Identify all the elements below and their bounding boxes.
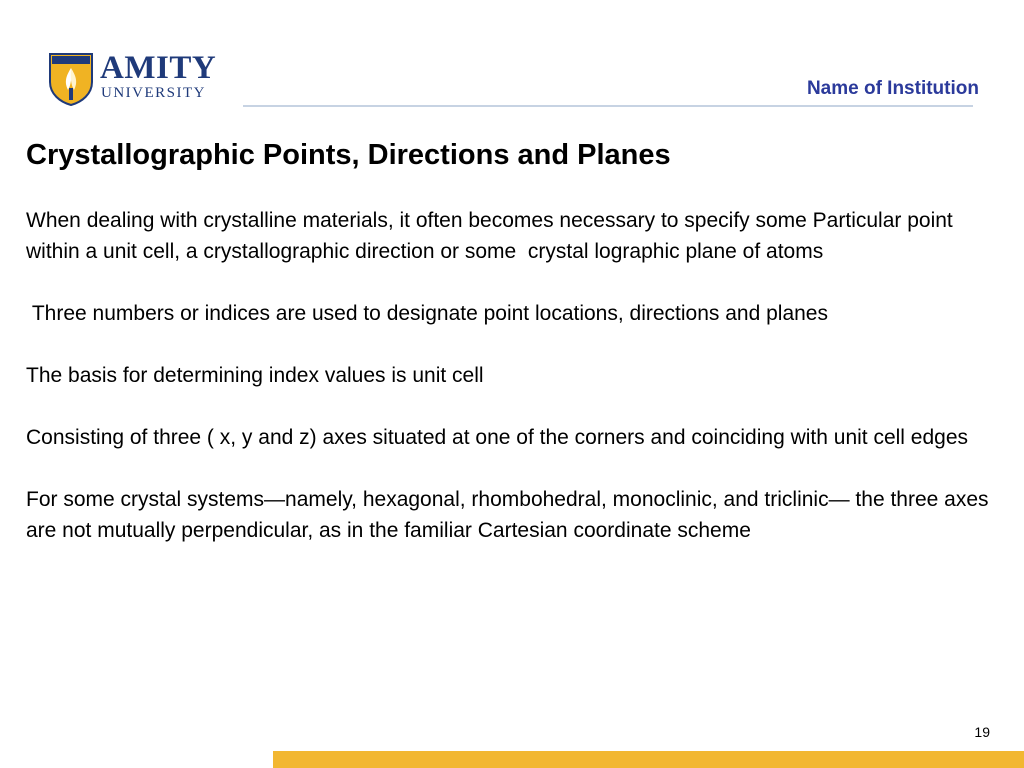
paragraph-intro: When dealing with crystalline materials, it often becomes necessary to specify some Particular point within a unit cell, a crystallographic direction or some crystal lographic plane of atoms (26, 209, 959, 263)
paragraph-crystal-systems: For some crystal systems—namely, hexagonal, rhombohedral, monoclinic, and triclinic— the three axes are not mutually perpendicular, as in the familiar Cartesian coordinate scheme (26, 488, 995, 542)
logo-subtitle: UNIVERSITY (101, 85, 206, 101)
header-divider (243, 105, 973, 107)
paragraph-basis: The basis for determining index values is unit cell (26, 364, 484, 387)
amity-logo (48, 52, 228, 108)
page-number: 19 (974, 724, 990, 740)
shield-icon (48, 52, 94, 106)
logo-wordmark: AMITY (100, 50, 217, 86)
slide-title: Crystallographic Points, Directions and Planes (26, 139, 671, 171)
footer-bar (273, 751, 1024, 768)
paragraph-indices: Three numbers or indices are used to designate point locations, directions and planes (26, 302, 828, 325)
slide-body (26, 205, 996, 577)
paragraph-axes: Consisting of three ( x, y and z) axes situated at one of the corners and coinciding with unit cell edges (26, 426, 969, 449)
institution-name: Name of Institution (806, 78, 979, 99)
